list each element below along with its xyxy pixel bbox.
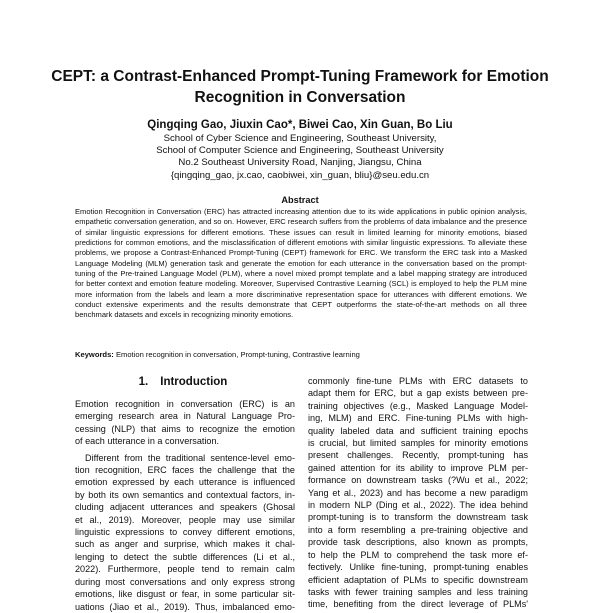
keywords-label: Keywords: — [75, 350, 114, 359]
right-column — [308, 375, 528, 611]
section-heading — [75, 375, 291, 389]
author-list: Qingqing Gao, Jiuxin Cao*, Biwei Cao, Xin Guan, Bo Liu — [147, 119, 453, 131]
text-line: such as anger and surprise, which makes it chal- — [75, 539, 295, 550]
text-line: tion recognition, ERC faces the challenge that the — [75, 465, 295, 476]
text-line: into a form resembling a pre-training objective and — [308, 524, 528, 535]
keywords-text: Emotion recognition in conversation, Prompt-tuning, Contrastive learning — [113, 350, 360, 359]
affiliation-line: School of Computer Science and Engineering, Southeast University — [156, 145, 444, 157]
text-line: linguistic expressions to convey different emotions, — [75, 527, 295, 538]
text-line: by both its own semantics and contextual factors, in- — [75, 489, 295, 500]
author-emails: {qingqing_gao, jx.cao, caobiwei, xin_guan, bliu}@seu.edu.cn — [170, 169, 430, 181]
text-line: of each utterance in a conversation. — [75, 436, 220, 447]
text-line: during most conversations and only express strong — [75, 576, 295, 587]
text-line: emotions, like disgust or fear, in some particular sit- — [75, 589, 295, 600]
text-line: prompt-tuning is to transform the downstream task — [308, 512, 528, 523]
affiliation-line: No.2 Southeast University Road, Nanjing, Jiangsu, China — [178, 157, 422, 169]
text-line: 2022). Furthermore, people tend to remain calm — [75, 564, 295, 575]
left-column — [75, 398, 295, 613]
affiliations — [60, 133, 540, 182]
text-line: is crucial, but limited samples for minority emotions — [308, 438, 528, 449]
text-line: in modern NLP (Ding et al., 2022). The idea behind — [308, 500, 528, 511]
section-number: 1. — [138, 376, 149, 388]
paragraph — [75, 452, 295, 613]
text-line: formance on downstream tasks (?Wu et al., 2022; — [308, 475, 528, 486]
text-line: Different from the traditional sentence-level emo- — [85, 452, 295, 463]
text-line: Emotion recognition in conversation (ERC) is an — [75, 399, 295, 409]
text-line: to help the PLM to comprehend the task more ef- — [308, 549, 528, 560]
text-line: quality labeled data and sufficient training epochs — [308, 425, 528, 436]
text-line: cluding adjacent utterances and speakers (Ghosal — [75, 502, 295, 513]
text-line: tasks with fewer training samples and less training — [308, 586, 528, 597]
text-line: et al., 2019). Moreover, people may use similar — [75, 514, 295, 525]
text-line: training objectives (e.g., Masked Language Model- — [308, 400, 528, 411]
text-line: present challenges. Recently, prompt-tuning has — [308, 450, 528, 461]
text-line: provide task descriptions, also known as prompts, — [308, 537, 528, 548]
text-line: efficient adaptation of PLMs to specific downstream — [308, 574, 528, 585]
keywords — [75, 350, 527, 360]
text-line: cessing (NLP) that aims to recognize the emotion — [75, 423, 295, 434]
affiliation-line: School of Cyber Science and Engineering, Southeast University, — [163, 133, 437, 144]
title-line: Recognition in Conversation — [194, 89, 406, 106]
text-line: adapt them for ERC, but a gap exists between pre- — [308, 388, 528, 399]
text-line: emotion expressed by each utterance is influenced — [75, 477, 295, 488]
text-line: uations (Jiao et al., 2019). Thus, imbalanced emo- — [75, 601, 295, 612]
text-line: fectively. Unlike fine-tuning, prompt-tuning enables — [308, 562, 528, 573]
text-line: Yang et al., 2023) and has become a new paradigm — [308, 487, 528, 498]
text-line: emerging research area in Natural Language Pro- — [75, 411, 295, 422]
text-line: time, benefiting from the direct leverage of PLMs' — [308, 599, 528, 610]
paragraph — [75, 398, 295, 448]
text-line: lenging to detect the subtle differences (Li et al., — [75, 551, 295, 562]
text-line: ing, MLM) and ERC. Fine-tuning PLMs with high- — [308, 413, 528, 424]
abstract-heading: Abstract — [281, 195, 319, 205]
paper-title — [40, 66, 560, 108]
text-line: gained attention for its ability to improve PLM per- — [308, 462, 528, 473]
title-line: CEPT: a Contrast-Enhanced Prompt-Tuning Framework for Emotion — [51, 68, 549, 85]
text-line: commonly fine-tune PLMs with ERC datasets to — [308, 376, 528, 386]
abstract-text: Emotion Recognition in Conversation (ERC) has attracted increasing attention due to its wide applications in public opinion analysis, empathetic conversation generation, and so on. However, ERC research suffers from the problems of data imbalance and the presence of similar linguistic expressions for different emotions. These issues can result in limited learning for minority emotions, biased predictions for common emotions, and the misclassification of different emotions with similar linguistic expressions. To alleviate these problems, we propose a Contrast-Enhanced Prompt-Tuning (CEPT) framework for ERC. We transform the ERC task into a Masked Language Modeling (MLM) generation task and generate the emotion for each utterance in the conversation based on the prompt-tuning of the Pre-trained Language Model (PLM), where a novel mixed prompt template and a label mapping strategy are introduced for better context and emotion feature modeling. Moreover, Supervised Contrastive Learning (SCL) is employed to help the PLM mine more information from the labels and learn a more discriminative representation space for utterances with different emotions. We conduct extensive experiments and the results demonstrate that CEPT outperforms the state-of-the-art methods on all three benchmark datasets and excels in recognizing minority emotions. — [75, 207, 527, 320]
section-title: Introduction — [160, 376, 228, 388]
